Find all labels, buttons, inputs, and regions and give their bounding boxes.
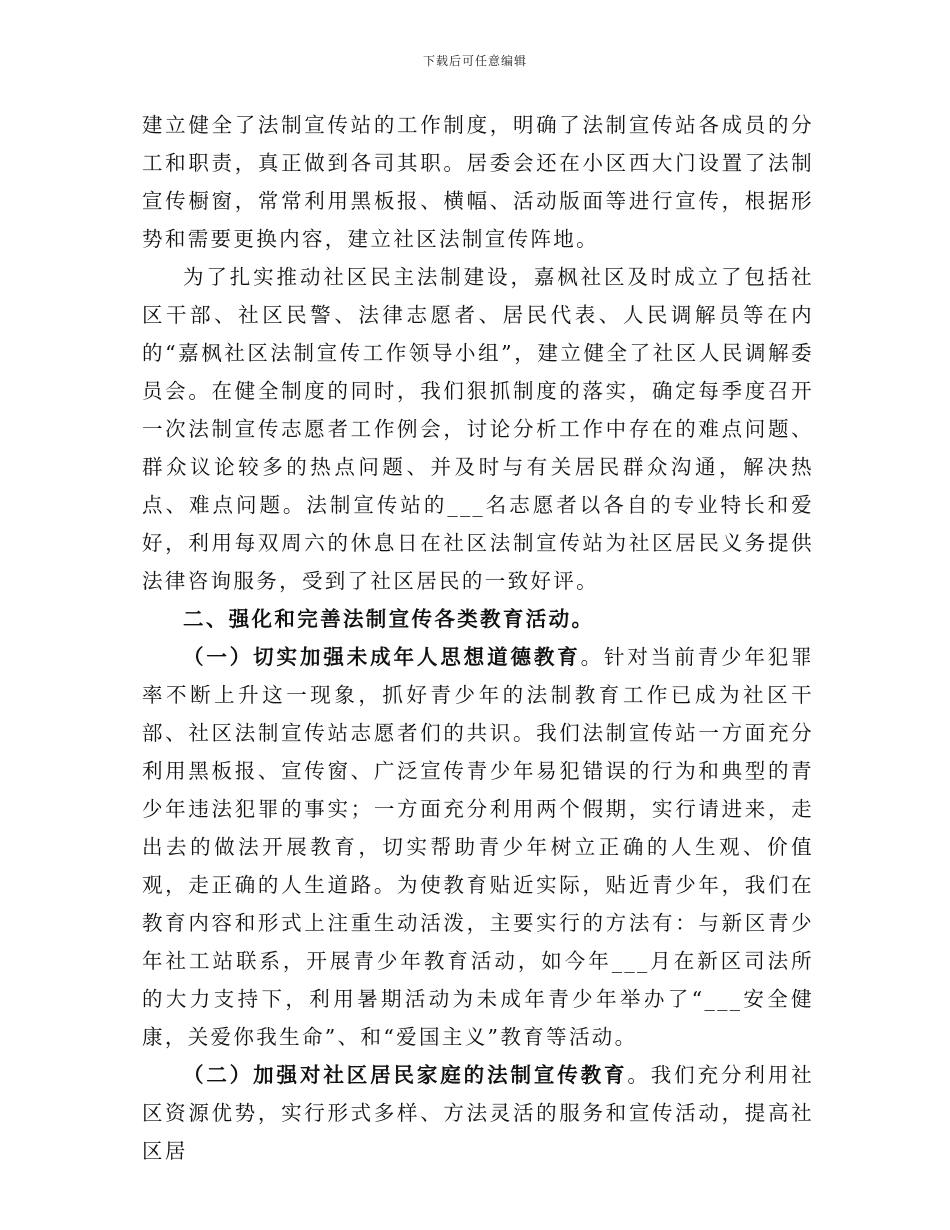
subsection-heading-2: （二）加强对社区居民家庭的法制宣传教育 <box>183 1063 628 1087</box>
header-note: 下载后可任意编辑 <box>422 54 527 68</box>
section-heading-2: 二、强化和完善法制宣传各类教育活动。 <box>183 607 595 631</box>
paragraph-4-body: 。我们充分利用社区资源优势，实行形式多样、方法灵活的服务和宣传活动，提高社区居 <box>142 1063 814 1163</box>
paragraph-3-body: 。针对当前青少年犯罪率不断上升这一现象，抓好青少年的法制教育工作已成为社区干部、社区法制宣传站志愿者们的共识。我们法制宣传站一方面充分利用黑板报、宣传窗、广泛宣传青少年易犯错误的行为和典型的青少年违法犯罪的事实；一方面充分利用两个假期，实行请进来，走出去的做法开展教育，切实帮助青少年树立正确的人生观、价值观，走正确的人生道路。为使教育贴近实际，贴近青少年，我们在教育内容和形式上注重生动活泼，主要实行的方法有：与新区青少年社工站联系，开展青少年教育活动，如今年___月在新区司法所的大力支持下，利用暑期活动为未成年青少年举办了“___安全健康，关爱你我生命”、和“爱国主义”教育等活动。 <box>142 645 815 1049</box>
paragraph-4 <box>142 1056 814 1170</box>
document-body <box>142 106 814 1170</box>
paragraph-1: 建立健全了法制宣传站的工作制度，明确了法制宣传站各成员的分工和职责，真正做到各司其职。居委会还在小区西大门设置了法制宣传橱窗，常常利用黑板报、横幅、活动版面等进行宣传，根据形势和需要更换内容，建立社区法制宣传阵地。 <box>142 113 814 251</box>
paragraph-3 <box>142 638 814 1056</box>
subsection-heading-1: （一）切实加强未成年人思想道德教育 <box>183 645 581 669</box>
paragraph-2: 为了扎实推动社区民主法制建设，嘉枫社区及时成立了包括社区干部、社区民警、法律志愿者、居民代表、人民调解员等在内的“嘉枫社区法制宣传工作领导小组”，建立健全了社区人民调解委员会。在健全制度的同时，我们狠抓制度的落实，确定每季度召开一次法制宣传志愿者工作例会，讨论分析工作中存在的难点问题、群众议论较多的热点问题、并及时与有关居民群众沟通，解决热点、难点问题。法制宣传站的___名志愿者以各自的专业特长和爱好，利用每双周六的休息日在社区法制宣传站为社区居民义务提供法律咨询服务，受到了社区居民的一致好评。 <box>142 265 814 593</box>
